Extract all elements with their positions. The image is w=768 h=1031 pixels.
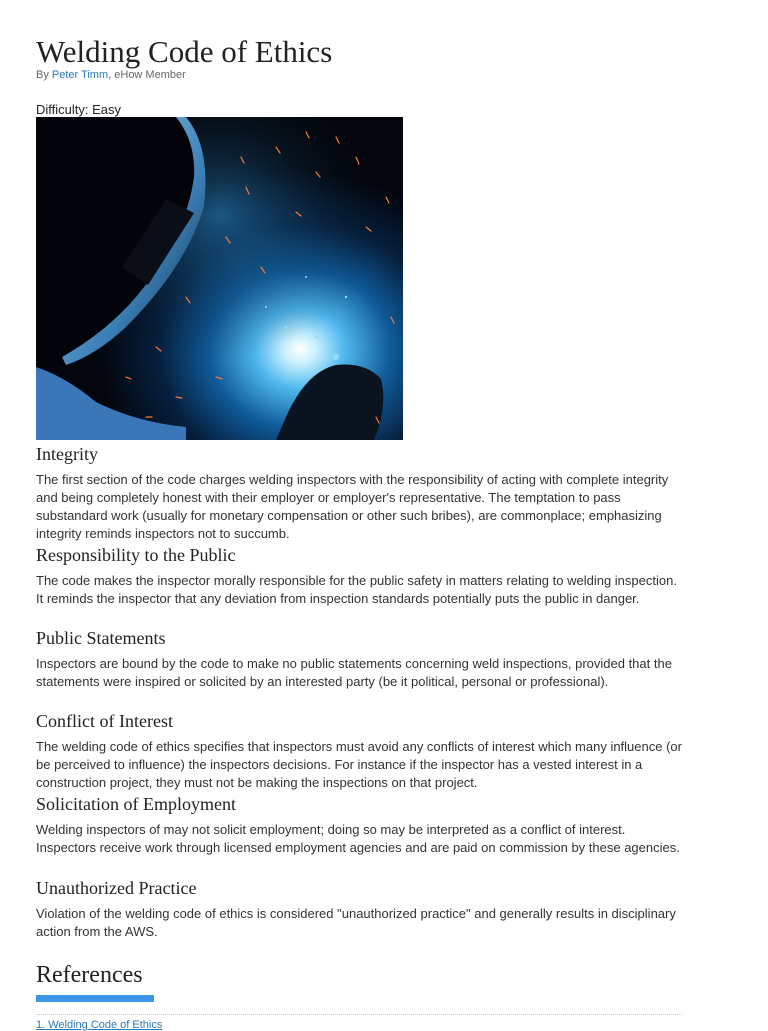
section-body: Violation of the welding code of ethics is considered "unauthorized practice" and generally results in disciplinary action from the AWS. — [36, 906, 676, 939]
section-heading: Solicitation of Employment — [36, 794, 236, 814]
section-unauthorized-practice — [36, 877, 682, 941]
section-public-statements — [36, 627, 682, 691]
byline-suffix: , eHow Member — [108, 69, 186, 81]
page-title: Welding Code of Ethics — [36, 34, 333, 69]
section-heading: Unauthorized Practice — [36, 878, 197, 898]
references-accent-bar — [36, 995, 154, 1002]
section-body: The code makes the inspector morally responsible for the public safety in matters relating to welding inspection. It reminds the inspector that any deviation from inspection standards potentially puts the public in danger. — [36, 573, 677, 606]
author-link[interactable]: Peter Timm — [51, 69, 109, 81]
section-heading: Public Statements — [36, 628, 166, 648]
byline-prefix: By — [36, 69, 52, 81]
section-body: Welding inspectors of may not solicit employment; doing so may be interpreted as a conflict of interest. Inspectors receive work through licensed employment agencies and are paid on commission by these agencies. — [36, 822, 680, 855]
welding-photo — [36, 117, 403, 440]
section-body: Inspectors are bound by the code to make no public statements concerning weld inspections, provided that the statements were inspired or solicited by an interested party (be it political, personal or professional). — [36, 656, 672, 689]
section-body: The welding code of ethics specifies that inspectors must avoid any conflicts of interest which many influence (or be perceived to influence) the inspectors decisions. For instance if the inspector has a vested interest in a construction project, they must not be making the inspections on that project. — [36, 739, 682, 790]
section-solicitation-of-employment — [36, 793, 682, 857]
section-heading: Integrity — [36, 444, 98, 464]
section-responsibility-to-public — [36, 544, 682, 608]
section-body: The first section of the code charges welding inspectors with the responsibility of acting with complete integrity and being completely honest with their employer or employer's representative. The temptation to pass substandard work (usually for monetary compensation or other such bribes), are commonplace; emphasizing integrity reminds inspectors not to succumb. — [36, 472, 669, 541]
references-heading: References — [36, 962, 143, 988]
references-divider — [36, 1014, 682, 1015]
section-conflict-of-interest — [36, 710, 682, 792]
section-integrity — [36, 443, 682, 543]
byline — [36, 69, 186, 81]
section-heading: Responsibility to the Public — [36, 545, 236, 565]
reference-link[interactable]: 1. Welding Code of Ethics — [36, 1019, 163, 1031]
difficulty-label: Difficulty: Easy — [36, 102, 122, 117]
section-heading: Conflict of Interest — [36, 711, 173, 731]
